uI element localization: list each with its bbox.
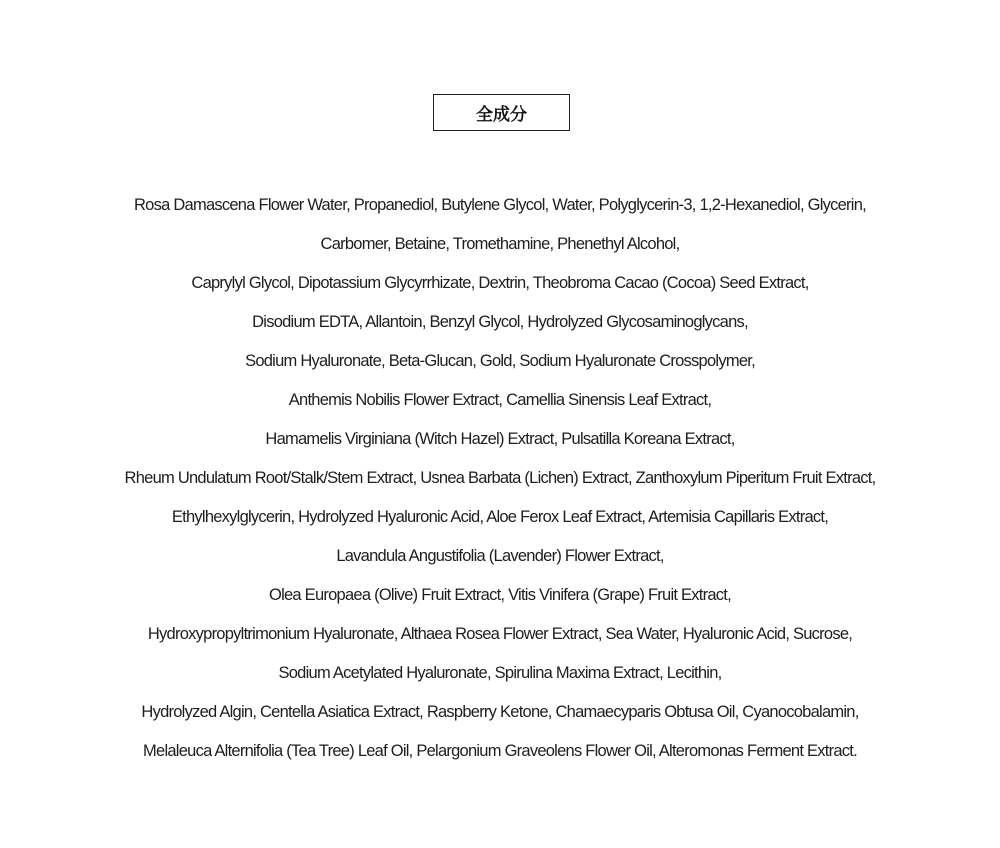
ingredient-line: Carbomer, Betaine, Tromethamine, Phenethyl Alcohol, — [320, 235, 680, 253]
ingredient-line: Caprylyl Glycol, Dipotassium Glycyrrhizate, Dextrin, Theobroma Cacao (Cocoa) Seed Extract, — [191, 274, 809, 292]
ingredient-list — [0, 186, 1000, 771]
ingredient-line: Olea Europaea (Olive) Fruit Extract, Vitis Vinifera (Grape) Fruit Extract, — [269, 586, 731, 604]
ingredient-line: Lavandula Angustifolia (Lavender) Flower Extract, — [336, 547, 664, 565]
page-title: 全成分 — [433, 94, 570, 131]
ingredient-line: Melaleuca Alternifolia (Tea Tree) Leaf Oil, Pelargonium Graveolens Flower Oil, Alteromonas Ferment Extract. — [143, 742, 857, 760]
ingredient-line: Sodium Acetylated Hyaluronate, Spirulina Maxima Extract, Lecithin, — [278, 664, 722, 682]
ingredient-line: Hydrolyzed Algin, Centella Asiatica Extract, Raspberry Ketone, Chamaecyparis Obtusa Oil, Cyanocobalamin, — [141, 703, 859, 721]
ingredient-line: Sodium Hyaluronate, Beta-Glucan, Gold, Sodium Hyaluronate Crosspolymer, — [245, 352, 755, 370]
ingredient-line: Rheum Undulatum Root/Stalk/Stem Extract, Usnea Barbata (Lichen) Extract, Zanthoxylum Piperitum Fruit Extract, — [124, 469, 876, 487]
ingredient-line: Anthemis Nobilis Flower Extract, Camellia Sinensis Leaf Extract, — [288, 391, 712, 409]
ingredient-line: Ethylhexylglycerin, Hydrolyzed Hyaluronic Acid, Aloe Ferox Leaf Extract, Artemisia Capillaris Extract, — [171, 508, 829, 526]
ingredient-line: Hydroxypropyltrimonium Hyaluronate, Althaea Rosea Flower Extract, Sea Water, Hyaluronic Acid, Sucrose, — [147, 625, 853, 643]
ingredient-line: Disodium EDTA, Allantoin, Benzyl Glycol, Hydrolyzed Glycosaminoglycans, — [252, 313, 748, 331]
ingredient-line: Rosa Damascena Flower Water, Propanediol, Butylene Glycol, Water, Polyglycerin-3, 1,2-Hexanediol, Glycerin, — [134, 196, 866, 214]
ingredient-line: Hamamelis Virginiana (Witch Hazel) Extract, Pulsatilla Koreana Extract, — [265, 430, 735, 448]
